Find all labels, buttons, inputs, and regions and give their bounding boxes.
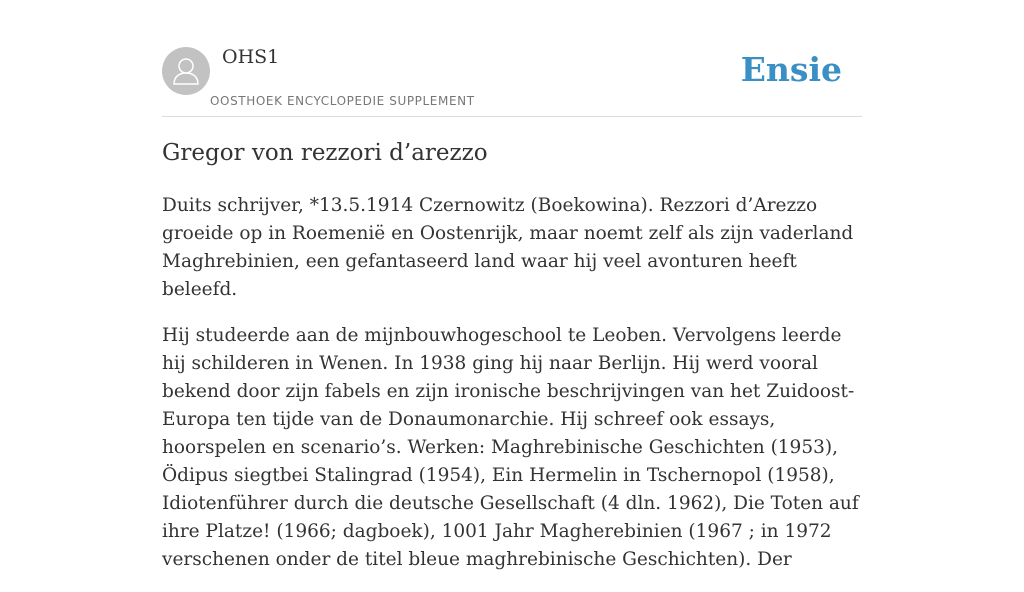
- person-silhouette-icon: [162, 47, 210, 95]
- article-header: [162, 0, 862, 117]
- article-title: Gregor von rezzori d’arezzo: [162, 140, 488, 166]
- article-paragraph: Duits schrijver, *13.5.1914 Czernowitz (Boekowina). Rezzori d’Arezzo groeide op in Roemenië en Oostenrijk, maar noemt zelf als zijn vaderland Maghrebinien, een gefantaseerd land waar hij veel avonturen heeft beleefd.: [162, 195, 854, 300]
- author-name-link[interactable]: OHS1: [222, 46, 280, 68]
- article-body: [162, 192, 862, 592]
- source-label: OOSTHOEK ENCYCLOPEDIE SUPPLEMENT: [210, 94, 475, 108]
- user-avatar-icon[interactable]: [162, 47, 210, 95]
- page-container: [162, 0, 862, 570]
- article-paragraph: Hij studeerde aan de mijnbouwhogeschool te Leoben. Vervolgens leerde hij schilderen in Wenen. In 1938 ging hij naar Berlijn. Hij werd vooral bekend door zijn fabels en zijn ironische beschrijvingen van het Zuidoost-Europa ten tijde van de Donaumonarchie. Hij schreef ook essays, hoorspelen en scenario’s. Werken: Maghrebinische Geschichten (1953), Ödipus siegtbei Stalingrad (1954), Ein Hermelin in Tschernopol (1958), Idiotenführer durch die deutsche Gesellschaft (4 dln. 1962), Die Toten auf ihre Platze! (1966; dagboek), 1001 Jahr Magherebinien (1967 ; in 1972 verschenen onder de titel bleue maghrebinische Geschichten). Der: [162, 325, 859, 570]
- site-logo[interactable]: Ensie: [740, 50, 842, 89]
